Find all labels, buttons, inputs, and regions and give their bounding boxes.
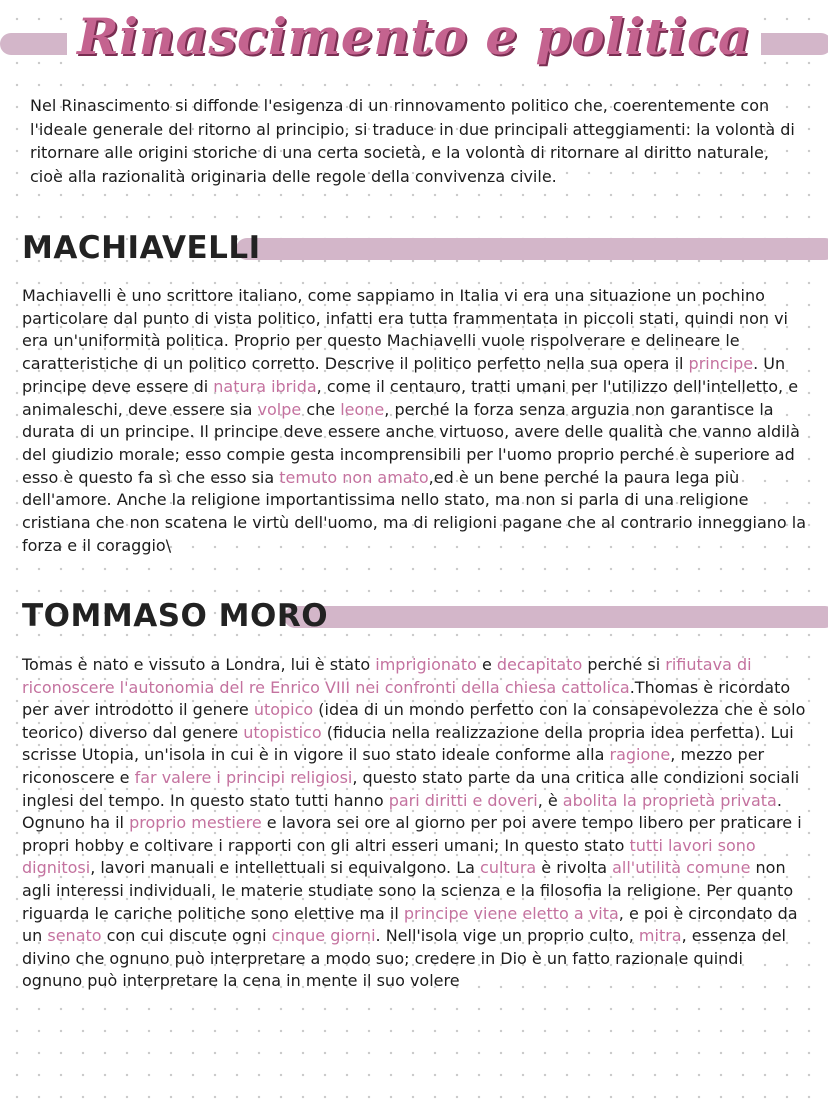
text-run: . Un principe deve essere di [22,354,786,396]
highlight-term: principe viene eletto a vita [403,903,619,923]
text-run: , e poi è circondato da un [22,903,798,946]
text-run: Nel Rinascimento si diffonde l'esigenza di un rinnovamento politico che, coerentemente con l'ideale generale del ritorno al principio, si traduce in due principali atteggiamenti: la volontà di ritornare alle origini storiche di una certa società, e la volontà di ritornare al diritto naturale, cioè alla razionalità originaria delle regole della convivenza civile. [30,96,795,186]
machiavelli-bar [236,238,828,260]
text-run: non agli interessi individuali, le materie studiate sono la scienza e la filosofia la religione. Per quanto riguarda le cariche politiche sono elettive ma il [22,858,794,923]
machiavelli-paragraph [22,285,806,557]
text-run: . Ognuno ha il [22,790,782,833]
text-run: , è [537,790,563,810]
text-run: ,ed è un bene perché la paura lega più dell'amore. Anche la religione importantissima nello stato, ma non si parla di una religione cristiana che non scatena le virtù dell'uomo, ma di religioni pagane che al contrario inneggiano la forza e il coraggio\ [22,467,807,555]
highlight-term: temuto non amato [279,467,429,487]
highlight-term: all'utilità comune [612,858,751,878]
highlight-term: imprigionato [375,655,477,674]
intro-paragraph [30,94,804,188]
highlight-term: utopistico [243,722,322,742]
text-run: e lavora sei ore al giorno per poi avere tempo libero per praticare i propri hobby e coltivare i rapporti con gli altri esseri umani; In questo stato [22,813,802,855]
text-run: (idea di un mondo perfetto con la consapevolezza che è solo teorico) diverso dal genere [22,700,806,742]
text-run: , lavori manuali e intellettuali si equivalgono. La [90,858,481,878]
moro-paragraph [22,654,806,993]
highlight-term: cultura [480,858,537,878]
highlight-term: volpe [257,399,302,419]
highlight-term: ragione [609,745,671,765]
text-run: che [301,399,341,419]
highlight-term: cinque giorni [271,926,376,946]
highlight-term: far valere i principi religiosi [134,767,353,787]
highlight-term: leone [340,399,385,419]
text-run: Tomas è nato e vissuto a Londra, lui è stato [22,655,376,674]
text-run: con cui discute ogni [101,926,272,946]
text-run: , questo stato parte da una critica alle condizioni sociali inglesi del tempo. In questo stato tutti hanno [22,767,800,810]
moro-heading: TOMMASO MORO [22,598,329,634]
moro-bar [284,606,828,628]
text-run: e [476,655,497,674]
highlight-term: decapitato [496,655,583,674]
text-run: (fiducia nella realizzazione della propria idea perfetta). Lui scrisse Utopia, un'isola in cui è in vigore il suo stato ideale conforme alla [22,722,794,765]
highlight-term: tutti lavori sono dignitosi [22,835,756,878]
highlight-term: utopico [253,700,314,720]
text-run: , come il centauro, tratti umani per l'utilizzo dell'intelletto, e animaleschi, deve essere sia [22,376,799,419]
text-run: perché si [582,655,666,674]
text-run: Machiavelli è uno scrittore italiano, come sappiamo in Italia vi era una situazione un pochino particolare dal punto di vista politico, infatti era tutta frammentata in piccoli stati, quindi non vi era un'uniformità politica. Proprio per questo Machiavelli vuole rispolverare e delineare le caratteristiche di un politico corretto. Descrive il politico perfetto nella sua opera il [22,286,788,374]
highlight-term: natura ibrida [213,376,317,396]
highlight-term: senato [47,926,102,946]
highlight-term: principe [688,354,754,374]
text-run: .Thomas è ricordato per aver introdotto il genere [22,677,791,720]
highlight-term: pari diritti e doveri [388,790,538,810]
text-run: , perché la forza senza arguzia non garantisce la durata di un principe. Il principe deve essere anche virtuoso, avere delle qualità che vanno aldilà del giudizio morale; esso compie gesta incomprensibili per l'uomo proprio perché è superiore ad esso è questo fa sì che esso sia [22,399,800,487]
highlight-term: mitra [638,926,682,946]
highlight-term: proprio mestiere [129,813,262,833]
text-run: è rivolta [536,858,613,878]
text-run: , mezzo per riconoscere e [22,745,765,787]
highlight-term: rifiutava di riconoscere l'autonomia del re Enrico VIII nei confronti della chiesa cattolica [22,655,752,697]
text-run: , essenza del divino che ognuno può interpretare a modo suo; credere in Dio è un fatto razionale quindi ognuno può interpretare la cena in mente il suo volere [22,926,786,991]
text-run: . Nell'isola vige un proprio culto, [375,926,639,946]
machiavelli-heading: MACHIAVELLI [22,230,261,266]
page-title: Rinascimento e politica [0,0,828,74]
highlight-term: abolita la proprietà privata [562,790,777,810]
